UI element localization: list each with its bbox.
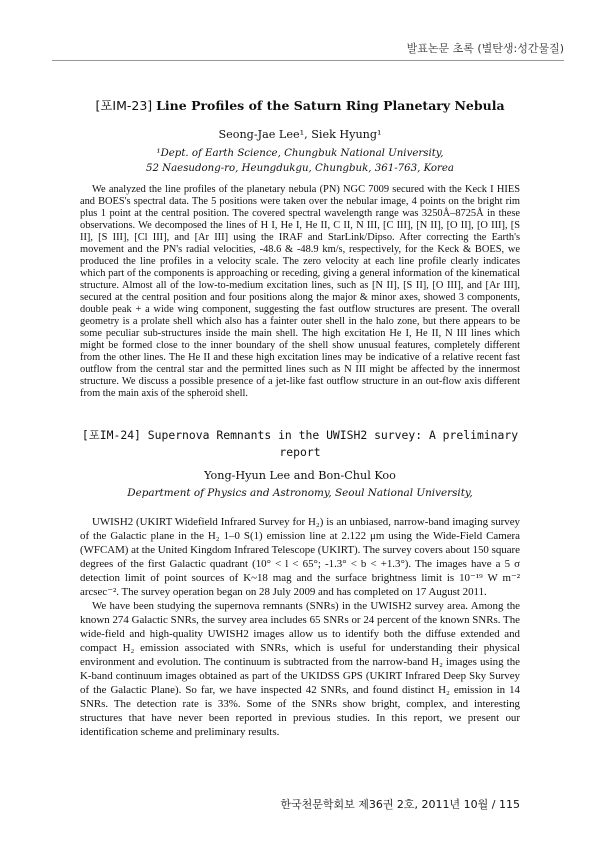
paper2-title-line1: [포IM-24] Supernova Remnants in the UWISH2 survey: A preliminary <box>81 428 519 442</box>
paper1-code: [포IM-23] <box>95 98 153 113</box>
paper1-authors: Seong-Jae Lee¹, Siek Hyung¹ <box>218 128 382 141</box>
paper1-affiliation-1: ¹Dept. of Earth Science, Chungbuk National University, <box>156 148 444 159</box>
paper1-abstract: We analyzed the line profiles of the planetary nebula (PN) NGC 7009 secured with the Keck I HIES and BOES's spectral data. The 5 positions were taken over the nebular image, 4 points on the bright rim plus 1 point at the central position. The covered spectral wavelength range was 3250Å–8725Å in these observations. We decomposed the lines of H I, He I, He II, C II, N III, [C III], [N II], [O II], [O III], [S II], [S III], [Cl III], and [Ar III] using the IRAF and StarLink/Dipso. After correcting the Earth's movement and the PN's radial velocities, -48.6 & -48.9 km/s, respectively, for the Keck & BOES, we produced the line profiles in a velocity scale. The zero velocity at each line profile clearly indicates which part of the components is approaching or receding, giving a general information of the kinematical structure. Almost all of the low-to-medium excitation lines, such as [N II], [S II], [O III], and [Ar III], secured at the central position and four positions along the major & minor axes, showed 3 components, double peak + a wide wing component, suggesting the fast outflow structures are present. The overall geometry is a prolate shell which also has a fainter outer shell in the halo zone, but there appears to be some peculiar sub-structures inside the main shell. The high excitation He I, He II, N III lines which might be formed close to the inner boundary of the shell show unusual features, completely different from the other lines. The He II and these high excitation lines may be indicative of a relative recent fast outflow from the central star and the permitted lines such as N III might be affected by the innermost structure. We discuss a possible presence of a jet-like fast outflow structure in an out-flow axis different from the main axis of the spheroid shell. <box>80 184 520 399</box>
paper1-title-text: Line Profiles of the Saturn Ring Planetary Nebula <box>156 98 505 113</box>
header-rule <box>52 60 564 61</box>
paper2-body <box>80 515 520 739</box>
paper2-paragraph-1: UWISH2 (UKIRT Widefield Infrared Survey for H₂) is an unbiased, narrow-band imaging survey of the Galactic plane in the H₂ 1–0 S(1) emission line at 2.122 μm using the Wide-Field Camera (WFCAM) at the United Kingdom Infrared Telescope (UKIRT). The survey covers about 150 square degrees of the first Galactic quadrant (10° < l < 65°; -1.3° < b < +1.3°). The images have a 5 σ detection limit of point sources of K~18 mag and the surface brightness limit is 10⁻¹⁹ W m⁻² arcsec⁻². The survey operation began on 28 July 2009 and has completed on 17 August 2011. <box>80 516 520 598</box>
paper2-paragraph-2: We have been studying the supernova remnants (SNRs) in the UWISH2 survey area. Among the known 274 Galactic SNRs, the survey area includes 65 SNRs or 24 percent of the known SNRs. The wide-field and high-quality UWISH2 images allow us to identify both the diffuse extended and compact H₂ emission associated with SNRs, which is useful for understanding their physical environment and evolution. The continuum is subtracted from the narrow-band H₂ images using the K-band continuum images obtained as part of the UKIDSS GPS (UKIRT Infrared Deep Sky Survey of the Galactic Plane). So far, we have inspected 42 SNRs, and found distinct H₂ emission in 14 SNRs. The detection rate is 33%. Some of the SNRs show bright, complex, and interesting structures that have never been reported in previous studies. In this report, we present our identification scheme and preliminary results. <box>80 600 520 738</box>
paper2-authors: Yong-Hyun Lee and Bon-Chul Koo <box>204 469 396 482</box>
paper1-title <box>60 96 540 114</box>
running-header: 발표논문 초록 (별탄생:성간물질) <box>406 42 564 55</box>
paper2-title <box>60 427 540 461</box>
paper1-affiliation-2: 52 Naesudong-ro, Heungdukgu, Chungbuk, 361-763, Korea <box>145 163 455 174</box>
paper2-affiliation: Department of Physics and Astronomy, Seoul National University, <box>127 487 473 499</box>
paper2-title-line2: report <box>279 445 321 459</box>
page-footer: 한국천문학회보 제36권 2호, 2011년 10월 / 115 <box>280 798 520 811</box>
